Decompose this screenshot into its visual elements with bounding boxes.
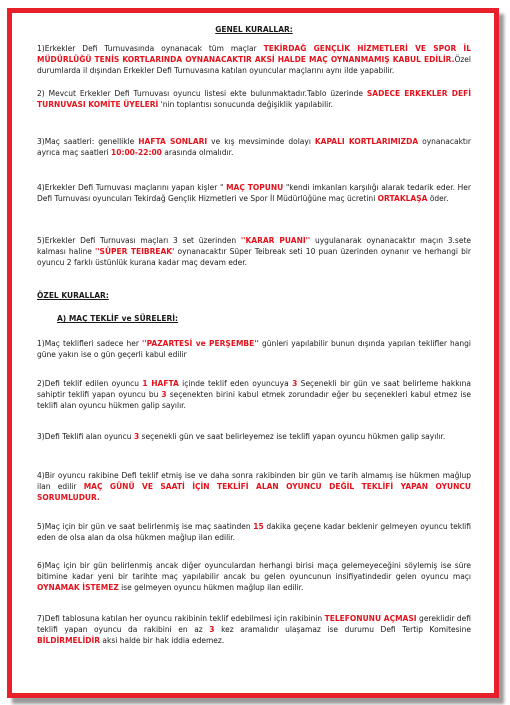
special-rule-5 — [37, 521, 471, 543]
rule-text: 1)Maç teklifleri sadece her — [37, 339, 143, 348]
highlighted-text: ''KARAR PUANI'' — [240, 236, 311, 245]
rule-text: gereklidir defi teklifi yapan oyuncu da rakibini en az — [37, 614, 472, 635]
special-rule-4 — [37, 470, 471, 504]
highlighted-text: 15 — [253, 522, 264, 531]
special-rule-7 — [37, 613, 471, 647]
rule-text: 1)Erkekler Defi Turnuvasında oynanacak tüm maçlar — [37, 44, 264, 53]
general-rule-1 — [37, 43, 471, 77]
rule-text: arasında olmalıdır. — [161, 148, 234, 158]
highlighted-text: 10:00-22:00 — [111, 148, 162, 158]
rule-text: seçenekli gün ve saat belirleyemez ise teklifi yapan oyuncu hükmen galip sayılır. — [139, 432, 446, 441]
rule-text: uygulanarak oynanacaktır maçın 3.sete kalması haline — [37, 236, 471, 257]
highlighted-text: TEKİRDAĞ GENÇLİK HİZMETLERİ VE SPOR İL MÜDÜRLÜĞÜ TENİS KORTLARINDA OYNANACAKTIR AKSİ HALDE MAÇ OYNANMAMIŞ KABUL EDİLİR. — [37, 44, 472, 65]
rule-text: 3)Maç saatleri: genellikle — [37, 137, 139, 146]
highlighted-text: 3 — [161, 390, 167, 400]
special-rules-title: ÖZEL KURALLAR: — [37, 291, 109, 300]
rule-text: seçenekten birini kabul etmek zorundadır eğer bu seçenekleri kabul etmez ise teklifi alan oyuncu hükmen galip sayılır. — [37, 390, 471, 411]
rule-text: 5)Erkekler Defi Turnuvası maçları 3 set üzerinden — [37, 236, 241, 245]
special-rule-3 — [37, 431, 471, 442]
rule-text: oynanacaktır ayrıca maç saatleri — [37, 137, 472, 158]
highlighted-text: 3 — [292, 379, 298, 388]
special-rule-6 — [37, 560, 471, 594]
rule-text: öder. — [427, 194, 449, 204]
highlighted-text: ''PAZARTESİ ve PERŞEMBE'' — [142, 339, 259, 348]
rule-text: 4)Bir oyuncu rakibine Defi teklif etmiş ise ve daha sonra rakibinden bir gün ve tarih almamış ise hükmen mağlup ilan edilir — [37, 471, 471, 492]
match-offer-subsection-title: A) MAÇ TEKLİF ve SÜRELERİ: — [57, 314, 179, 323]
highlighted-text: 3 — [209, 625, 215, 635]
rule-text: oynanacaktır Süper Teibreak seti 10 puan üzerinden oynanır ve herhangi bir oyuncu 2 farklı üstünlük kurana kadar maç devam eder. — [37, 247, 471, 268]
rule-text: içinde teklif eden oyuncuya — [178, 379, 293, 388]
general-rule-4 — [37, 182, 471, 204]
rule-text: günleri yapılabilir bunun dışında yapılan teklifler hangi güne yakın ise o gün geçerli kabul edilir — [37, 339, 471, 360]
highlighted-text: 1 HAFTA — [142, 379, 179, 388]
rule-text: "kendi imkanları karşılığı alarak tedarik eder. Her Defi Turnuvası oyuncuları Tekirdağ Gençlik Hizmetleri ve Spor İl Müdürlüğüne maç ücretini — [37, 183, 471, 204]
general-rule-3 — [37, 136, 471, 158]
rule-text: 6)Maç için bir gün belirlenmiş ancak diğer oyunculardan herhangi birisi maça gelemeyeceğini söylemiş ise süre bitimine kadar yeni bir tarihte maç yapılabilir ancak bu gelen oyuncunun insifiyatindedir gelen oyuncu maçı — [37, 561, 471, 582]
highlighted-text: MAÇ TOPUNU — [226, 183, 284, 192]
rule-text: 7)Defi tablosuna katılan her oyuncu rakibinin teklif edebilmesi için rakibinin — [37, 614, 325, 623]
highlighted-text: HAFTA SONLARI — [138, 137, 208, 146]
rule-text: 3)Defi Teklifi alan oyuncu — [37, 432, 134, 441]
highlighted-text: ''SÜPER TEIBREAK' — [94, 247, 175, 257]
highlighted-text: 3 — [133, 432, 140, 441]
rule-text: kez aramalıdır ulaşamaz ise durumu Defi Tertip Komitesine — [214, 625, 471, 635]
rule-text: Özel durumlarda il dışından Erkekler Defi Turnuvasına katılan oyuncular maçlarını aynı ilde yapabilir. — [37, 55, 471, 76]
special-rule-2 — [37, 378, 471, 412]
highlighted-text: MAÇ GÜNÜ VE SAATİ İÇİN TEKLİFİ ALAN OYUNCU DEĞİL TEKLİFİ YAPAN OYUNCU SORUMLUDUR. — [37, 482, 471, 503]
highlighted-text: ORTAKLAŞA — [377, 194, 428, 204]
rule-text: 5)Maç için bir gün ve saat belirlenmiş ise maç saatinden — [37, 522, 254, 531]
rule-text: aksi halde bir hak iddia edemez. — [100, 636, 225, 646]
rule-text: ve kış mevsiminde dolayı — [207, 137, 315, 146]
general-rules-title: GENEL KURALLAR: — [215, 25, 293, 34]
highlighted-text: SADECE ERKEKLER DEFİ TURNUVASI KOMİTE ÜYELERİ — [37, 89, 471, 110]
rule-text: dakika geçene kadar beklenir gelmeyen oyuncu teklifi eden de olsa alan da olsa hükmen mağlup ilan edilir. — [37, 522, 471, 543]
rule-text: 2) Mevcut Erkekler Defi Turnuvası oyuncu listesi ekte bulunmaktadır.Tablo üzerinde — [37, 89, 367, 98]
rule-text: 4)Erkekler Defi Turnuvası maçlarını yapan kişler " — [37, 183, 227, 192]
highlighted-text: OYNAMAK İSTEMEZ — [37, 583, 119, 593]
highlighted-text: KAPALI KORTLARIMIZDA — [314, 137, 419, 146]
highlighted-text: BİLDİRMELİDİR — [37, 636, 101, 646]
highlighted-text: TELEFONUNU AÇMASI — [324, 614, 417, 623]
rule-text: ise gelmeyen oyuncu hükmen mağlup ilan edilir. — [118, 583, 304, 593]
rule-text: 'nin toplantısı sonucunda değişiklik yapılabilir. — [158, 100, 334, 110]
general-rule-5 — [37, 235, 471, 269]
special-rule-1 — [37, 338, 471, 360]
rule-text: Seçenekli bir gün ve saat belirleme hakkına sahiptir teklifi yapan oyuncu bu — [37, 379, 472, 400]
rule-text: 2)Defi teklif edilen oyuncu — [37, 379, 143, 388]
general-rule-2 — [37, 88, 471, 110]
